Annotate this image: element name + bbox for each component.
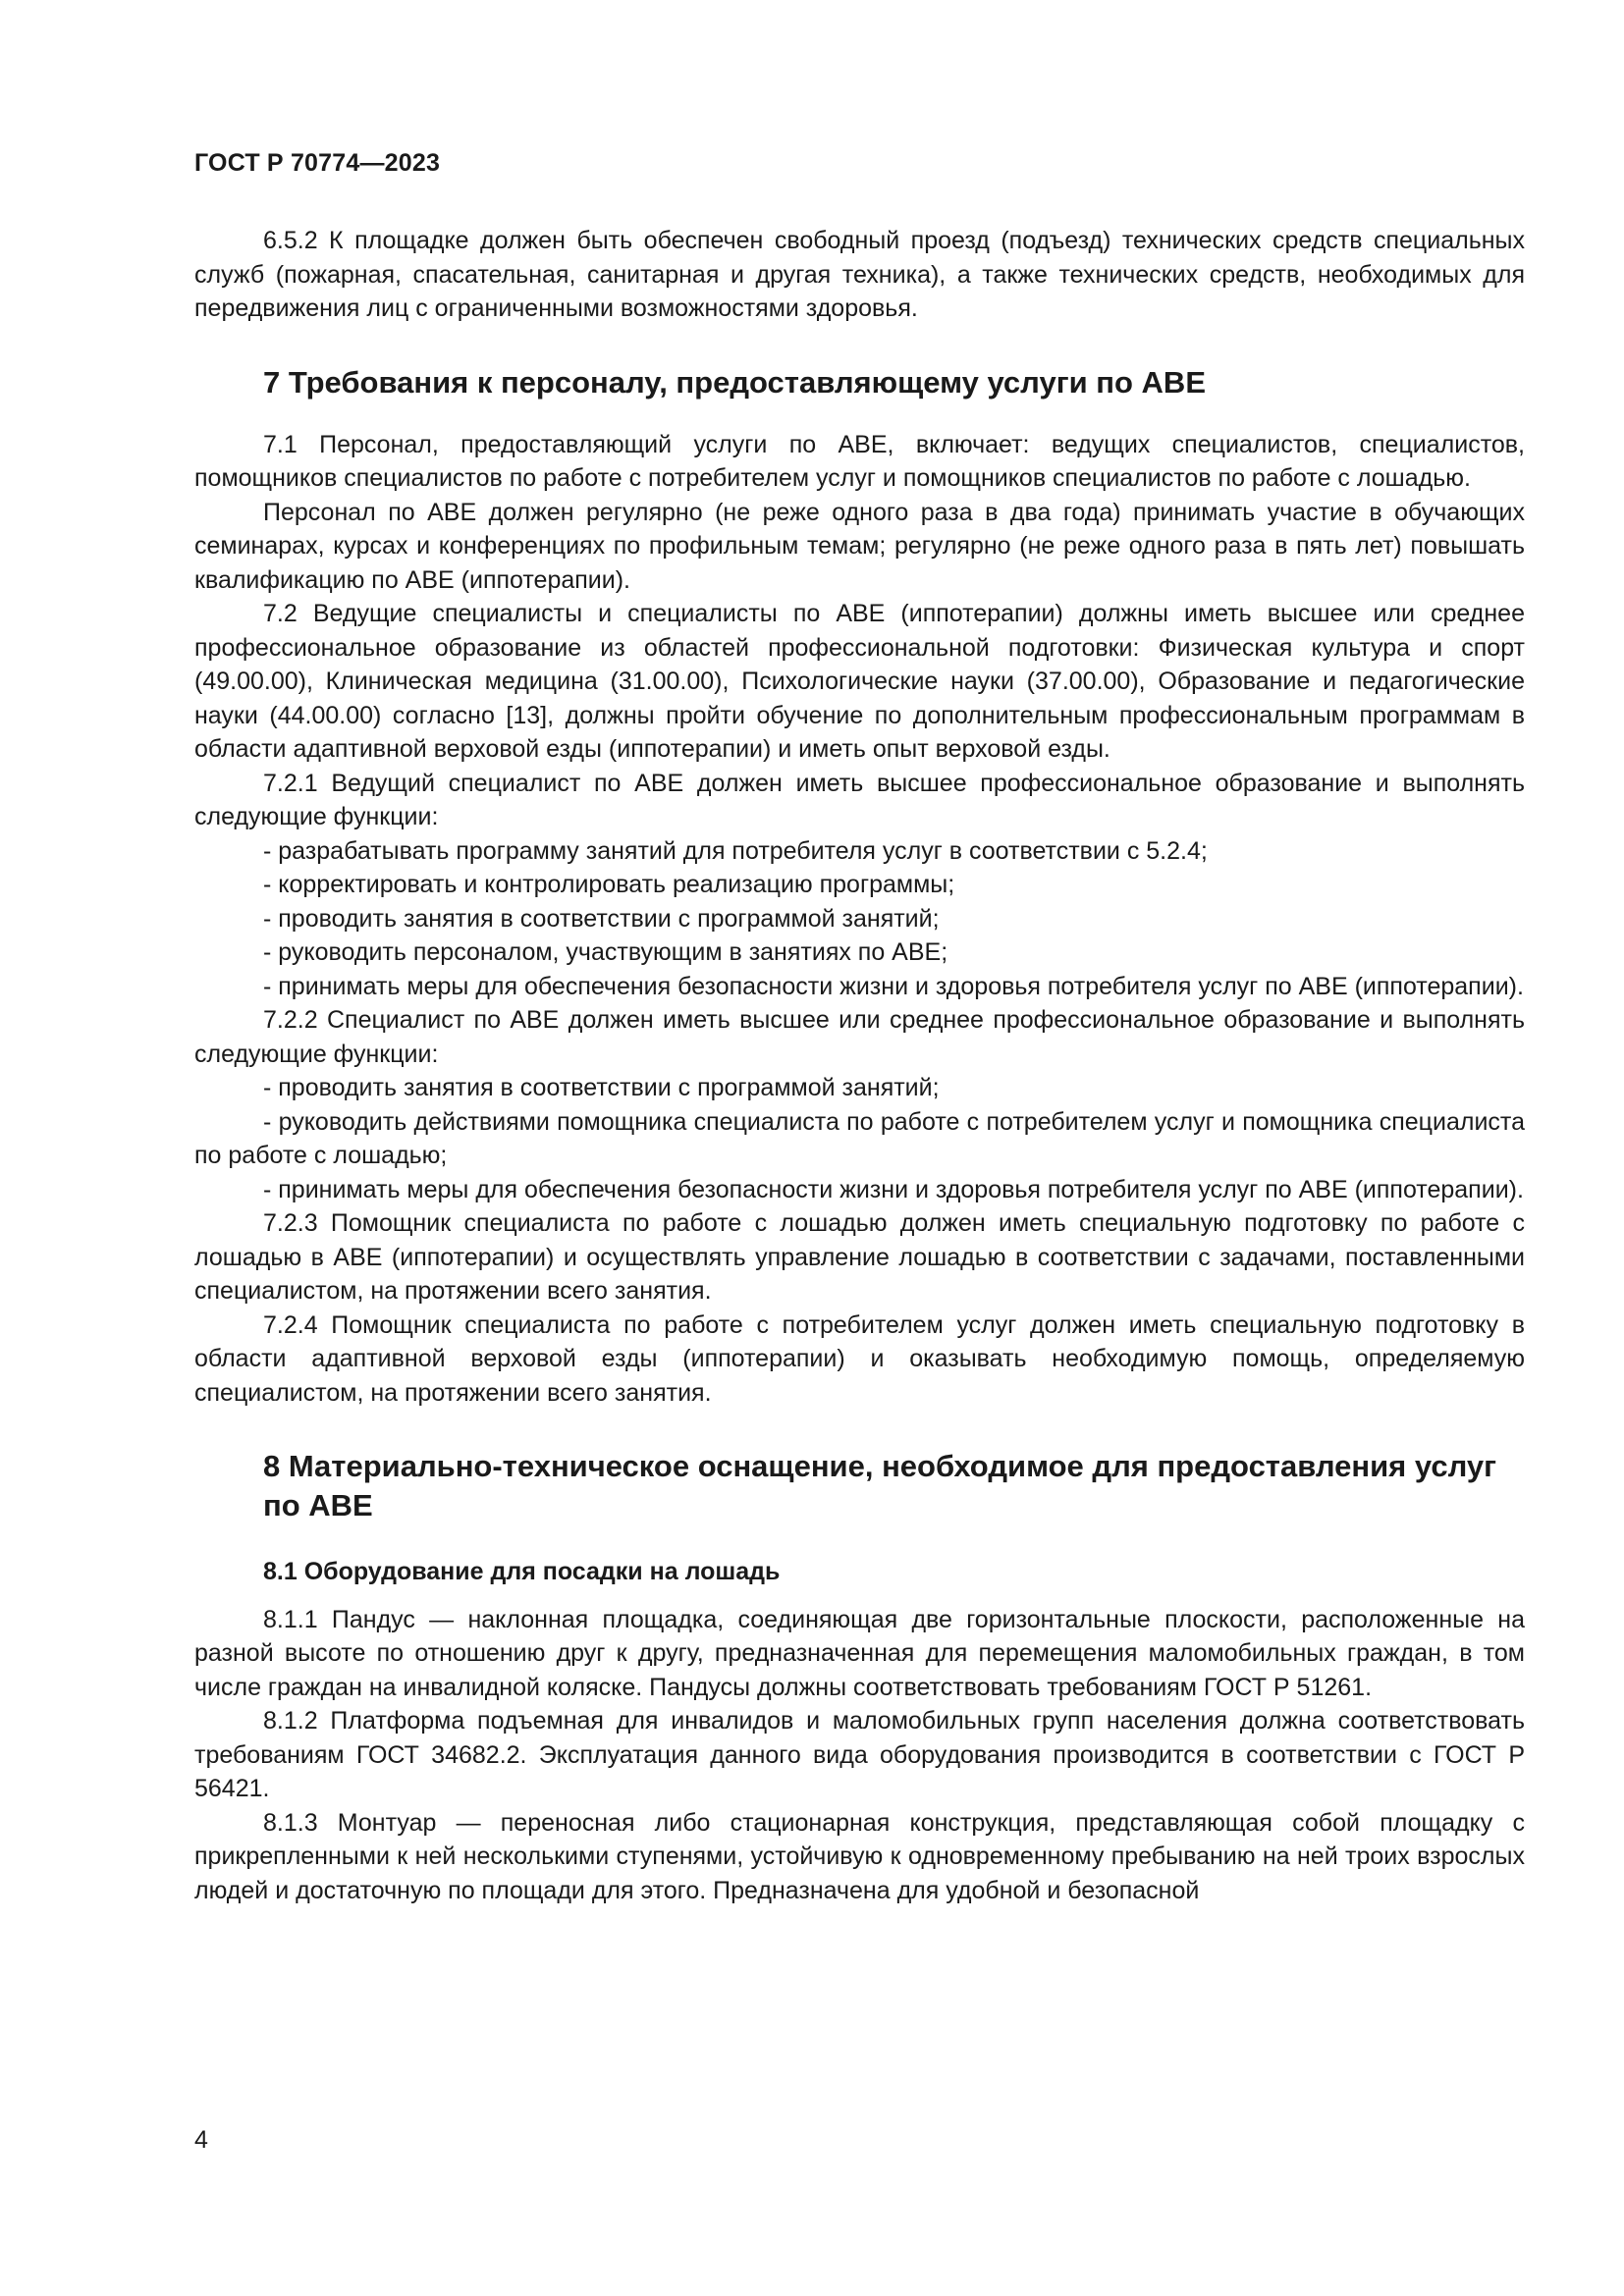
- section-7-heading: 7 Требования к персоналу, предоставляющему услуги по АВЕ: [263, 364, 1207, 400]
- paragraph-8-1-3: 8.1.3 Монтуар — переносная либо стационарная конструкция, представляющая собой площадку с прикрепленными к ней несколькими ступенями, устойчивую к одновременному пребыванию на ней троих взрослых людей и достаточную по площади для этого. Предназначена для удобной и безопасной: [194, 1808, 1525, 1904]
- paragraph-6-5-2: 6.5.2 К площадке должен быть обеспечен свободный проезд (подъезд) технических средств специальных служб (пожарная, спасательная, санитарная и другая техника), а также технических средств, необходимых для передвижения лиц с ограниченными возможностями здоровья.: [194, 227, 1525, 322]
- document-id-header: ГОСТ Р 70774—2023: [194, 149, 441, 177]
- subsection-8-1-heading: 8.1 Оборудование для посадки на лошадь: [263, 1558, 781, 1585]
- list-item: - принимать меры для обеспечения безопасности жизни и здоровья потребителя услуг по АВЕ (иппотерапии).: [263, 972, 1524, 1000]
- list-item: - корректировать и контролировать реализацию программы;: [263, 871, 955, 898]
- list-item: - проводить занятия в соответствии с программой занятий;: [263, 1074, 940, 1101]
- paragraph-8-1-1: 8.1.1 Пандус — наклонная площадка, соединяющая две горизонтальные плоскости, расположенные на разной высоте по отношению друг к другу, предназначенная для перемещения маломобильных граждан, в том числе граждан на инвалидной коляске. Пандусы должны соответствовать требованиям ГОСТ Р 51261.: [194, 1605, 1525, 1701]
- paragraph-7-2-3: 7.2.3 Помощник специалиста по работе с лошадью должен иметь специальную подготовку по работе с лошадью в АВЕ (иппотерапии) и осуществлять управление лошадью в соответствии с задачами, поставленными специалистом, на протяжении всего занятия.: [194, 1209, 1525, 1305]
- paragraph-7-1-continued: Персонал по АВЕ должен регулярно (не реже одного раза в два года) принимать участие в обучающих семинарах, курсах и конференциях по профильным темам; регулярно (не реже одного раза в пять лет) повышать квалификацию по АВЕ (иппотерапии).: [194, 498, 1525, 594]
- list-item: - принимать меры для обеспечения безопасности жизни и здоровья потребителя услуг по АВЕ (иппотерапии).: [263, 1175, 1524, 1203]
- paragraph-7-2: 7.2 Ведущие специалисты и специалисты по АВЕ (иппотерапии) должны иметь высшее или среднее профессиональное образование из областей профессиональной подготовки: Физическая культура и спорт (49.00.00), Клиническая медицина (31.00.00), Психологические науки (37.00.00), Образование и педагогические науки (44.00.00) согласно [13], должны пройти обучение по дополнительным профессиональным программам в области адаптивной верховой езды (иппотерапии) и иметь опыт верховой езды.: [194, 600, 1525, 763]
- paragraph-7-2-4: 7.2.4 Помощник специалиста по работе с потребителем услуг должен иметь специальную подготовку в области адаптивной верховой езды (иппотерапии) и оказывать необходимую помощь, определяемую специалистом, на протяжении всего занятия.: [194, 1310, 1525, 1407]
- section-8-heading: 8 Материально-техническое оснащение, необходимое для предоставления услуг по АВЕ: [263, 1449, 1497, 1522]
- list-item: - руководить персоналом, участвующим в занятиях по АВЕ;: [263, 938, 948, 966]
- paragraph-7-1: 7.1 Персонал, предоставляющий услуги по АВЕ, включает: ведущих специалистов, специалистов, помощников специалистов по работе с потребителем услуг и помощников специалистов по работе с лошадью.: [194, 430, 1525, 492]
- paragraph-7-2-2: 7.2.2 Специалист по АВЕ должен иметь высшее или среднее профессиональное образование и выполнять следующие функции:: [194, 1006, 1525, 1068]
- page-number: 4: [194, 2126, 208, 2154]
- list-item: - разрабатывать программу занятий для потребителя услуг в соответствии с 5.2.4;: [263, 836, 1208, 865]
- paragraph-8-1-2: 8.1.2 Платформа подъемная для инвалидов и маломобильных групп населения должна соответствовать требованиям ГОСТ 34682.2. Эксплуатация данного вида оборудования производится в соответствии с ГОСТ Р 56421.: [194, 1707, 1525, 1802]
- list-item: - руководить действиями помощника специалиста по работе с потребителем услуг и помощника специалиста по работе с лошадью;: [194, 1107, 1525, 1169]
- document-body: [194, 224, 1525, 1907]
- list-item: - проводить занятия в соответствии с программой занятий;: [263, 904, 940, 933]
- paragraph-7-2-1: 7.2.1 Ведущий специалист по АВЕ должен иметь высшее профессиональное образование и выполнять следующие функции:: [194, 769, 1525, 830]
